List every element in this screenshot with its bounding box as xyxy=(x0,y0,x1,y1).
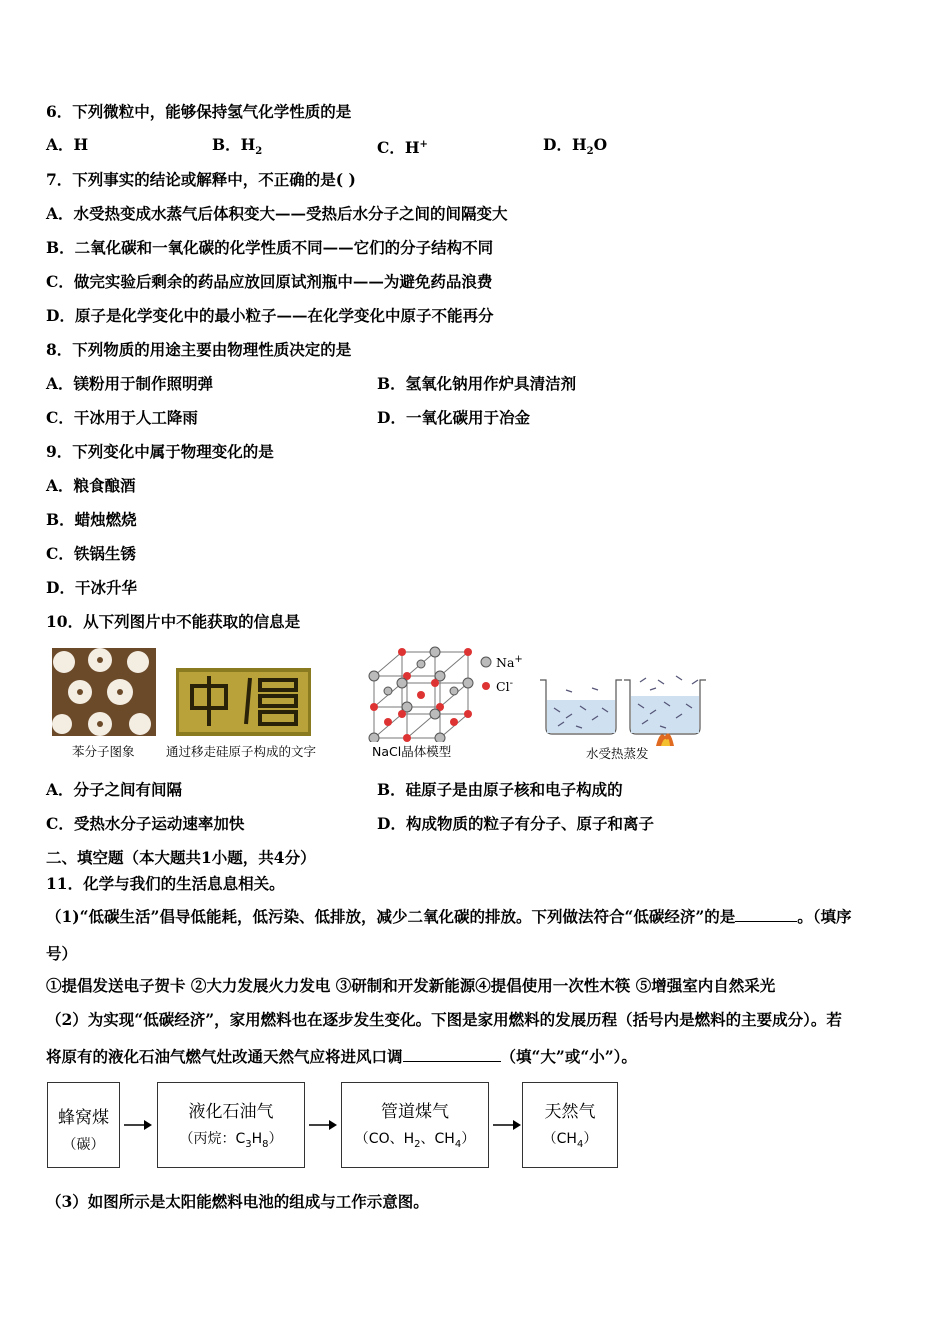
arrow-icon xyxy=(122,1118,154,1132)
q9-option-c: C．铁锅生锈 xyxy=(46,544,136,563)
flow-comp: （碳） xyxy=(62,1137,105,1153)
flow-name: 管道煤气 xyxy=(381,1102,449,1122)
q8-stem: 8．下列物质的用途主要由物理性质决定的是 xyxy=(46,340,352,359)
flow-name: 天然气 xyxy=(544,1102,596,1122)
q7-stem: 7．下列事实的结论或解释中，不正确的是( ) xyxy=(46,170,356,189)
q8-option-a: A．镁粉用于制作照明弹 xyxy=(46,374,214,393)
caption-nacl: NaCl晶体模型 xyxy=(372,744,452,759)
q10-stem: 10．从下列图片中不能获取的信息是 xyxy=(46,612,301,631)
arrow-icon xyxy=(491,1118,523,1132)
q7-option-b: B．二氧化碳和一氧化碳的化学性质不同——它们的分子结构不同 xyxy=(46,238,494,257)
caption-silicon: 通过移走硅原子构成的文字 xyxy=(166,744,317,759)
flow-box-lpg xyxy=(157,1082,305,1168)
q9-option-b: B．蜡烛燃烧 xyxy=(46,510,137,529)
q11-part3: （3）如图所示是太阳能燃料电池的组成与工作示意图。 xyxy=(46,1192,429,1211)
flow-comp: $(CH_4)$ xyxy=(542,1131,598,1150)
flow-name: 液化石油气 xyxy=(188,1102,274,1122)
q8-option-b: B．氢氧化钠用作炉具清洁剂 xyxy=(377,374,577,393)
q10-option-b: B．硅原子是由原子核和电子构成的 xyxy=(377,780,623,799)
caption-benzene: 苯分子图象 xyxy=(72,744,135,759)
q6-option-b: B．$H_2$ xyxy=(212,135,263,158)
q10-option-a: A．分子之间有间隔 xyxy=(46,780,183,799)
q7-option-d: D．原子是化学变化中的最小粒子——在化学变化中原子不能再分 xyxy=(46,306,494,325)
q7-option-c: C．做完实验后剩余的药品应放回原试剂瓶中——为避免药品浪费 xyxy=(46,272,493,291)
flow-box-gas xyxy=(341,1082,489,1168)
benzene-molecule-image xyxy=(52,648,156,736)
water-evaporation-image xyxy=(536,670,712,746)
q9-stem: 9．下列变化中属于物理变化的是 xyxy=(46,442,274,461)
q6-stem: 6．下列微粒中，能够保持氢气化学性质的是 xyxy=(46,102,352,121)
q8-option-d: D．一氧化碳用于冶金 xyxy=(377,408,530,427)
flow-box-natural-gas xyxy=(522,1082,618,1168)
q9-option-d: D．干冰升华 xyxy=(46,578,137,597)
q6-option-c: C．H+ xyxy=(377,138,428,158)
q11-stem: 11．化学与我们的生活息息相关。 xyxy=(46,874,285,893)
flow-name: 蜂窝煤 xyxy=(58,1108,109,1128)
q11-part2-cont: 将原有的液化石油气燃气灶改通天然气应将进风口调 （填“大”或“小”）。 xyxy=(46,1047,637,1066)
q8-option-c: C．干冰用于人工降雨 xyxy=(46,408,198,427)
silicon-atoms-text-image xyxy=(176,668,311,736)
answer-blank-2[interactable] xyxy=(403,1046,501,1062)
q7-option-a: A．水受热变成水蒸气后体积变大——受热后水分子之间的间隔变大 xyxy=(46,204,508,223)
q9-option-a: A．粮食酿酒 xyxy=(46,476,136,495)
q6-option-a: A．H xyxy=(46,135,89,154)
flow-comp: （CO、$H_2$、$CH_4$） xyxy=(354,1131,476,1150)
flow-box-honeycomb-coal xyxy=(47,1082,120,1168)
caption-evaporation: 水受热蒸发 xyxy=(586,746,649,761)
q11-part1: （1)“低碳生活”倡导低能耗，低污染、低排放，减少二氧化碳的排放。下列做法符合“低碳经济”的是 。（填序 xyxy=(46,907,852,926)
section-heading: 二、填空题（本大题共1小题，共4分） xyxy=(46,848,316,867)
answer-blank-1[interactable] xyxy=(735,906,797,922)
q10-option-d: D．构成物质的粒子有分子、原子和离子 xyxy=(377,814,654,833)
q11-options: ①提倡发送电子贺卡 ②大力发展火力发电 ③研制和开发新能源④提倡使用一次性木筷 ⑤增强室内自然采光 xyxy=(46,976,776,995)
arrow-icon xyxy=(307,1118,339,1132)
q6-option-d: D．$H_2O$ xyxy=(543,135,608,158)
q11-part1-cont: 号） xyxy=(46,944,78,963)
na-ion-label: Na+ xyxy=(496,654,523,671)
cl-ion-label: Cl- xyxy=(496,678,513,695)
q11-part2: （2）为实现“低碳经济”，家用燃料也在逐步发生变化。下图是家用燃料的发展历程（括号内是燃料的主要成分）。若 xyxy=(46,1010,842,1029)
q10-option-c: C．受热水分子运动速率加快 xyxy=(46,814,245,833)
flow-comp: （丙烷：$C_3H_8$） xyxy=(179,1131,283,1150)
